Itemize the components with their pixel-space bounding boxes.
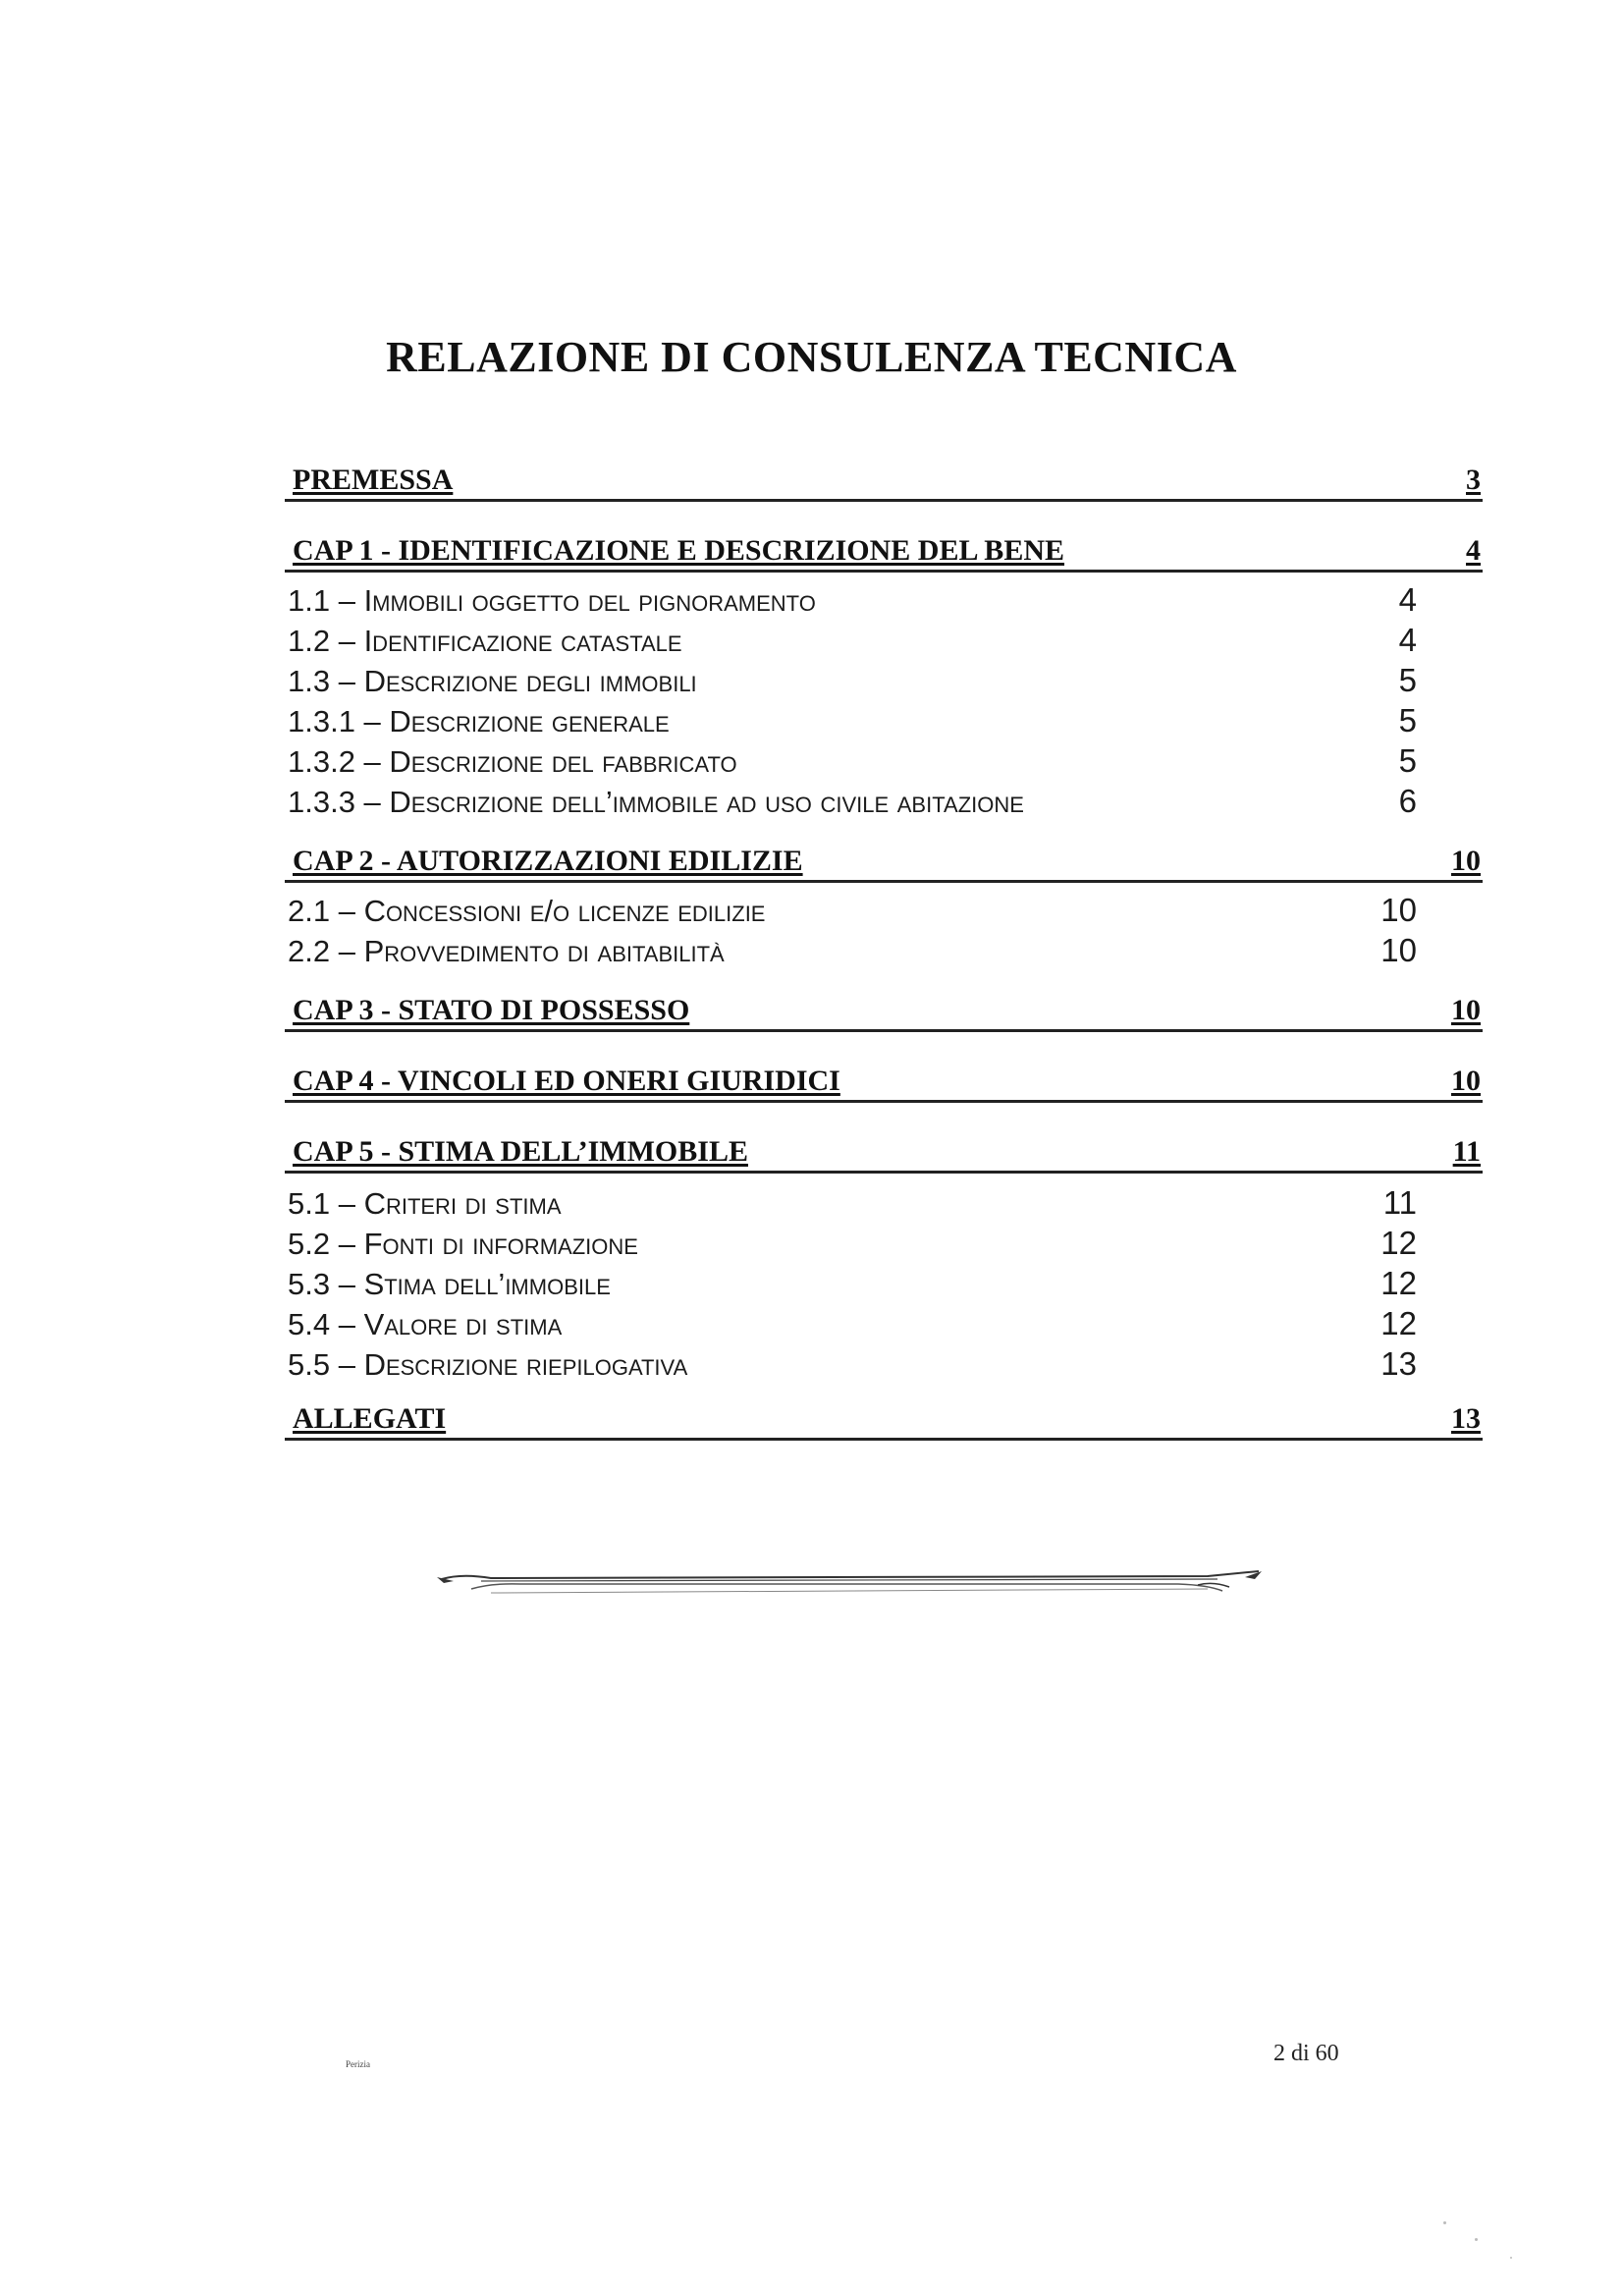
toc-section-label: ALLEGATI [293, 1402, 447, 1435]
toc-section-page: 10 [1451, 1065, 1481, 1097]
toc-entry-text: Fonti di informazione [363, 1227, 638, 1261]
scan-speck [1475, 2238, 1478, 2241]
footer-page-number: 2 di 60 [1273, 2041, 1339, 2066]
toc-entry-text: Stima dell’immobile [363, 1267, 611, 1301]
toc-entry-number: 5.4 – [288, 1307, 364, 1341]
toc-entry-5-2[interactable] [288, 1223, 1417, 1262]
toc-entry-text: Criteri di stima [363, 1186, 562, 1221]
decorative-divider-ornament [432, 1559, 1267, 1599]
toc-entry-text: Descrizione degli immobili [363, 664, 697, 698]
toc-entry-number: 1.3 – [288, 664, 364, 698]
toc-section-cap2[interactable] [285, 841, 1483, 883]
toc-entry-page: 13 [1380, 1345, 1417, 1382]
toc-entry-number: 1.1 – [288, 583, 364, 618]
toc-entry-text: Identificazione catastale [363, 624, 682, 658]
toc-entry-text: Concessioni e/o licenze edilizie [363, 894, 766, 928]
scan-speck [1510, 2257, 1512, 2259]
toc-section-page: 13 [1451, 1402, 1481, 1435]
toc-entry-text: Provvedimento di abitabilità [363, 934, 725, 968]
toc-entry-number: 1.2 – [288, 624, 364, 658]
toc-entry-1-3-3[interactable] [288, 781, 1417, 820]
toc-entry-2-2[interactable] [288, 930, 1417, 969]
toc-entry-page: 12 [1380, 1305, 1417, 1341]
toc-entry-1-3-1[interactable] [288, 700, 1417, 739]
toc-entry-page: 6 [1398, 783, 1417, 819]
toc-entry-number: 5.1 – [288, 1186, 364, 1221]
toc-entry-1-1[interactable] [288, 579, 1417, 619]
toc-entry-5-3[interactable] [288, 1263, 1417, 1302]
toc-entry-page: 10 [1380, 932, 1417, 968]
scan-speck [1443, 2221, 1446, 2224]
toc-section-cap5[interactable] [285, 1131, 1483, 1174]
footer-logo-text: Perizia [346, 2059, 370, 2069]
toc-section-page: 3 [1466, 464, 1481, 496]
toc-entry-5-4[interactable] [288, 1303, 1417, 1342]
toc-entry-number: 5.2 – [288, 1227, 364, 1261]
toc-entry-page: 5 [1398, 702, 1417, 738]
toc-section-page: 10 [1451, 994, 1481, 1026]
toc-entry-page: 5 [1398, 742, 1417, 779]
toc-section-page: 4 [1466, 534, 1481, 567]
toc-entry-text: Immobili oggetto del pignoramento [363, 583, 816, 618]
toc-section-cap3[interactable] [285, 990, 1483, 1032]
toc-entry-page: 10 [1380, 892, 1417, 928]
toc-entry-number: 5.3 – [288, 1267, 364, 1301]
toc-section-cap1[interactable] [285, 530, 1483, 573]
toc-entry-2-1[interactable] [288, 890, 1417, 929]
toc-section-label: CAP 2 - AUTORIZZAZIONI EDILIZIE [293, 845, 803, 877]
toc-section-label: CAP 5 - STIMA DELL’IMMOBILE [293, 1135, 748, 1168]
toc-section-label: CAP 3 - STATO DI POSSESSO [293, 994, 690, 1026]
toc-entry-5-1[interactable] [288, 1182, 1417, 1222]
toc-entry-text: Valore di stima [363, 1307, 563, 1341]
toc-entry-1-3[interactable] [288, 660, 1417, 699]
toc-section-premessa[interactable] [285, 460, 1483, 502]
toc-section-cap4[interactable] [285, 1061, 1483, 1103]
toc-entry-number: 1.3.1 – [288, 704, 390, 738]
toc-entry-number: 2.1 – [288, 894, 364, 928]
toc-entry-page: 12 [1380, 1265, 1417, 1301]
toc-entry-text: Descrizione riepilogativa [363, 1347, 688, 1382]
toc-entry-number: 5.5 – [288, 1347, 364, 1382]
toc-entry-page: 11 [1382, 1184, 1417, 1221]
toc-entry-number: 1.3.3 – [288, 785, 390, 819]
toc-section-allegati[interactable] [285, 1398, 1483, 1441]
toc-section-page: 11 [1452, 1135, 1481, 1168]
toc-entry-text: Descrizione del fabbricato [389, 744, 737, 779]
toc-entry-page: 5 [1398, 662, 1417, 698]
toc-entry-text: Descrizione dell’immobile ad uso civile abitazione [389, 785, 1024, 819]
toc-section-label: CAP 4 - VINCOLI ED ONERI GIURIDICI [293, 1065, 840, 1097]
toc-section-page: 10 [1451, 845, 1481, 877]
toc-entry-page: 4 [1398, 581, 1417, 618]
toc-entry-number: 2.2 – [288, 934, 364, 968]
toc-entry-5-5[interactable] [288, 1343, 1417, 1383]
document-title: RELAZIONE DI CONSULENZA TECNICA [386, 333, 1237, 381]
toc-entry-text: Descrizione generale [389, 704, 670, 738]
toc-section-label: CAP 1 - IDENTIFICAZIONE E DESCRIZIONE DEL BENE [293, 534, 1065, 567]
toc-entry-page: 4 [1398, 622, 1417, 658]
toc-section-label: PREMESSA [293, 464, 454, 496]
toc-entry-page: 12 [1380, 1225, 1417, 1261]
toc-entry-1-3-2[interactable] [288, 740, 1417, 780]
toc-entry-number: 1.3.2 – [288, 744, 390, 779]
toc-entry-1-2[interactable] [288, 620, 1417, 659]
